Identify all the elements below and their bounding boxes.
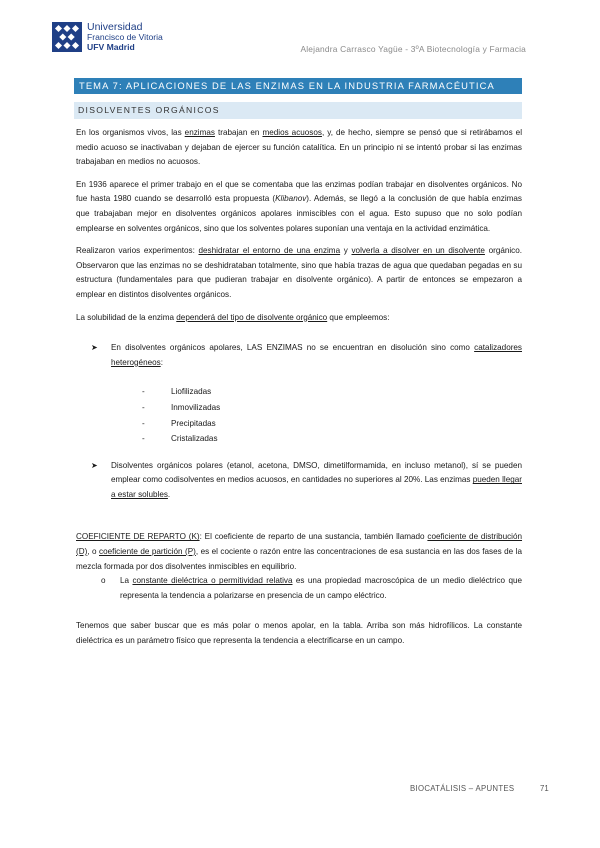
dash-bullet: -	[142, 418, 145, 428]
paragraph-1	[76, 126, 522, 170]
dash-bullet: -	[142, 387, 145, 397]
arrow-list	[76, 341, 522, 502]
tema-title-band: TEMA 7: APLICACIONES DE LAS ENZIMAS EN LA INDUSTRIA FARMACÉUTICA	[74, 78, 522, 94]
paragraph-4	[76, 311, 522, 326]
form-item	[76, 384, 522, 400]
p1-text-a: En los organismos vivos, las	[76, 128, 185, 137]
university-logo	[52, 22, 163, 52]
form-item	[76, 416, 522, 432]
bullet2-text-b: .	[167, 489, 171, 499]
p5-text-a: : El coeficiente de reparto de una sustancia, también llamado	[199, 532, 428, 542]
circle-item-constante	[76, 574, 522, 603]
author-header: Alejandra Carrasco Yagüe - 3ºA Biotecnología y Farmacia	[300, 44, 526, 54]
dash-bullet: -	[142, 434, 145, 444]
bullet2-underline: pueden llegar a estar solubles	[111, 475, 522, 499]
p5-underline-3: coeficiente de partición (P)	[99, 547, 196, 557]
bullet1-text-a: En disolventes orgánicos apolares, LAS ENZIMAS no se encuentran en disolución sino como	[111, 343, 475, 353]
page-number: 71	[540, 784, 549, 793]
p5-underline-1: COEFICIENTE DE REPARTO (K)	[76, 532, 200, 542]
p1-text-c: , y, de hecho, siempre se pensó que si retirábamos el medio acuoso se inactivaban y dejaban de ejercer su función catalítica. En un principio ni se intentó probar si las enzimas trabajaban en medios no acuosos.	[76, 128, 522, 167]
p4-text-a: La solubilidad de la enzima	[76, 312, 177, 322]
p1-text-b: trabajan en	[214, 128, 263, 137]
logo-line-3: UFV Madrid	[87, 41, 135, 52]
p5-text-c: , es el cociente o razón entre las concentraciones de esa sustancia en las dos fases de la mezcla formada por dos disolventes inmiscibles en equilibrio.	[76, 547, 522, 571]
arrow-item-polares	[76, 459, 522, 503]
enzyme-forms-list	[76, 384, 522, 446]
form-item	[76, 400, 522, 416]
circle1-text-a: La	[120, 576, 133, 586]
logo-line-2: Francisco de Vitoria	[87, 32, 163, 43]
logo-emblem-icon	[52, 22, 82, 52]
p4-underline: dependerá del tipo de disolvente orgánico	[176, 312, 328, 322]
arrow-item-apolares	[76, 341, 522, 447]
p2-italic-klibanov: Klibanov	[275, 194, 307, 204]
circle-bullet-icon: o	[101, 576, 106, 586]
circle1-underline: constante dieléctrica o permitividad relativa	[132, 576, 293, 586]
p2-text-a: En 1936 aparece el primer trabajo en el que se comentaba que las enzimas podían trabajar en disolventes orgánicos. No fue hasta 1980 cuando se desarrolló esta propuesta (	[76, 179, 522, 204]
section-title-band: DISOLVENTES ORGÁNICOS	[74, 102, 522, 119]
form-item	[76, 431, 522, 447]
bullet1-text-b: :	[160, 357, 163, 367]
paragraph-3	[76, 244, 522, 302]
paragraph-coeficiente	[76, 530, 522, 574]
document-body	[76, 126, 522, 657]
p5-underline-2: coeficiente de distribución (D)	[76, 532, 523, 557]
p2-text-b: ). Además, se llegó a la conclusión de que había enzimas que trabajaban mejor en disolventes orgánicos apolares inmiscibles con el agua. Esto supuso que no solo podían emplearse en solventes orgánicos, sino que los solventes polares suponían una ventaja en la actividad enzimática.	[76, 194, 522, 233]
form-label: Cristalizadas	[171, 434, 218, 444]
p3-text-b: y	[340, 246, 352, 256]
form-label: Liofilizadas	[171, 387, 212, 397]
p3-text-c: orgánico. Observaron que las enzimas no se deshidrataban totalmente, sino que había trazas de agua que quedaban pegadas en su estructura (fundamentales para que pudieran trabajar en disolvente orgánico). A partir de entonces se empezaron a emplear en distintos disolventes orgánicos.	[76, 246, 523, 299]
p5-text-b: , o	[87, 547, 100, 557]
footer-label: BIOCATÁLISIS – APUNTES	[410, 784, 515, 793]
p3-underline-2: volverla a disolver en un disolvente	[351, 246, 485, 256]
p1-underline-enzimas: enzimas	[184, 128, 215, 137]
form-label: Precipitadas	[171, 418, 216, 428]
arrow-bullet-icon: ➤	[91, 343, 98, 353]
logo-line-1: Universidad	[87, 21, 143, 34]
p3-text-a: Realizaron varios experimentos:	[76, 246, 199, 256]
p1-underline-medios: medios acuosos	[262, 128, 322, 137]
p4-text-b: que empleemos:	[327, 312, 390, 322]
form-label: Inmovilizadas	[171, 402, 221, 412]
paragraph-2	[76, 178, 522, 236]
arrow-bullet-icon: ➤	[91, 460, 98, 470]
bullet2-text-a: Disolventes orgánicos polares (etanol, acetona, DMSO, dimetilformamida, en incluso metanol), sí se pueden emplear como codisolventes en medios acuosos, en cantidades no superiores al 20%. Las enzimas	[111, 460, 522, 485]
dash-bullet: -	[142, 402, 145, 412]
bullet1-underline: catalizadores heterogéneos	[111, 343, 522, 367]
paragraph-tabla: Tenemos que saber buscar que es más polar o menos apolar, en la tabla. Arriba son más hidrofílicos. La constante dieléctrica es un parámetro físico que representa la tendencia a electrificarse en un campo.	[76, 621, 522, 646]
p3-underline-1: deshidratar el entorno de una enzima	[198, 246, 341, 256]
logo-text	[87, 22, 163, 51]
circle1-text-b: es una propiedad macroscópica de un medio dieléctrico que representa la tendencia a polarizarse en presencia de un campo eléctrico.	[120, 576, 523, 600]
